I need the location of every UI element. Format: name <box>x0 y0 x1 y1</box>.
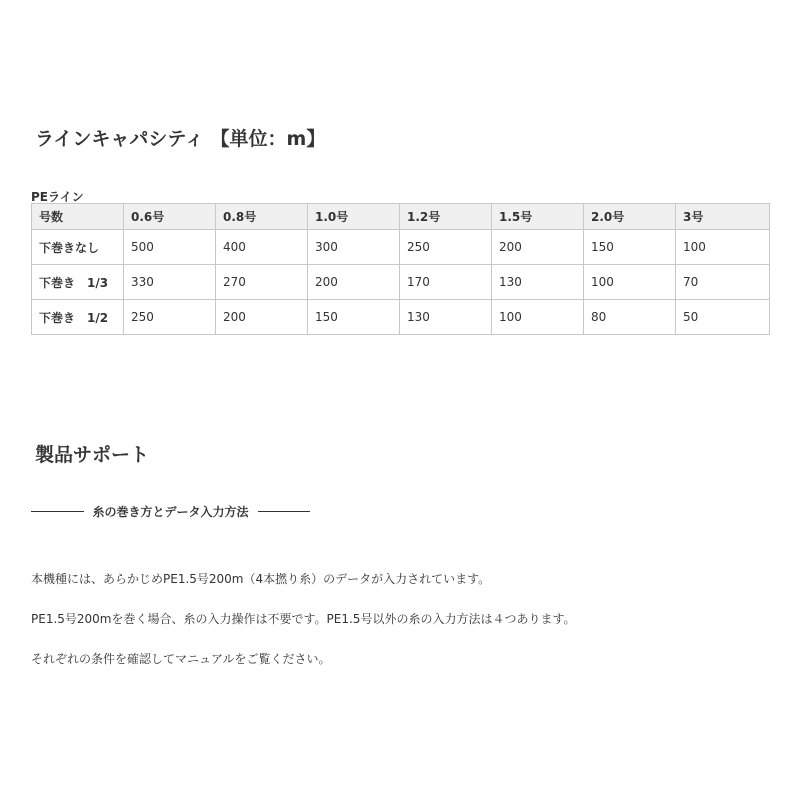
table-row <box>32 230 770 265</box>
table-row <box>32 300 770 335</box>
table-cell: 250 <box>400 230 492 265</box>
table-cell: 200 <box>492 230 584 265</box>
support-paragraph: PE1.5号200mを巻く場合、糸の入力操作は不要です。PE1.5号以外の糸の入力方法は４つあります。 <box>31 612 576 626</box>
line-winding-subheading <box>31 503 310 520</box>
table-cell: 300 <box>308 230 400 265</box>
table-cell: 170 <box>400 265 492 300</box>
row-label: 下巻きなし <box>32 230 124 265</box>
table-row <box>32 265 770 300</box>
table-cell: 100 <box>492 300 584 335</box>
header-cell: 号数 <box>32 204 124 230</box>
divider-line-right <box>258 511 311 512</box>
table-cell: 80 <box>584 300 676 335</box>
table-cell: 200 <box>216 300 308 335</box>
table-cell: 270 <box>216 265 308 300</box>
header-cell: 3号 <box>676 204 770 230</box>
table-cell: 330 <box>124 265 216 300</box>
header-cell: 1.5号 <box>492 204 584 230</box>
table-cell: 400 <box>216 230 308 265</box>
support-paragraph: それぞれの条件を確認してマニュアルをご覧ください。 <box>31 652 331 666</box>
header-cell: 1.2号 <box>400 204 492 230</box>
table-cell: 500 <box>124 230 216 265</box>
table-cell: 100 <box>676 230 770 265</box>
header-cell: 2.0号 <box>584 204 676 230</box>
table-cell: 250 <box>124 300 216 335</box>
line-capacity-title: ラインキャパシティ 【単位：m】 <box>35 128 326 150</box>
table-cell: 200 <box>308 265 400 300</box>
table-cell: 150 <box>308 300 400 335</box>
header-cell: 1.0号 <box>308 204 400 230</box>
divider-line-left <box>31 511 84 512</box>
subheading-label: 糸の巻き方とデータ入力方法 <box>92 505 249 519</box>
line-capacity-table <box>31 203 770 335</box>
table-cell: 130 <box>492 265 584 300</box>
product-support-title: 製品サポート <box>35 444 150 466</box>
table-cell: 150 <box>584 230 676 265</box>
table-header-row <box>32 204 770 230</box>
table-cell: 130 <box>400 300 492 335</box>
header-cell: 0.6号 <box>124 204 216 230</box>
row-label: 下巻き 1/3 <box>32 265 124 300</box>
header-cell: 0.8号 <box>216 204 308 230</box>
row-label: 下巻き 1/2 <box>32 300 124 335</box>
table-cell: 70 <box>676 265 770 300</box>
pe-line-caption: PEライン <box>31 190 84 204</box>
support-paragraph: 本機種には、あらかじめPE1.5号200m（4本撚り糸）のデータが入力されています。 <box>31 572 491 586</box>
table-cell: 50 <box>676 300 770 335</box>
table-cell: 100 <box>584 265 676 300</box>
